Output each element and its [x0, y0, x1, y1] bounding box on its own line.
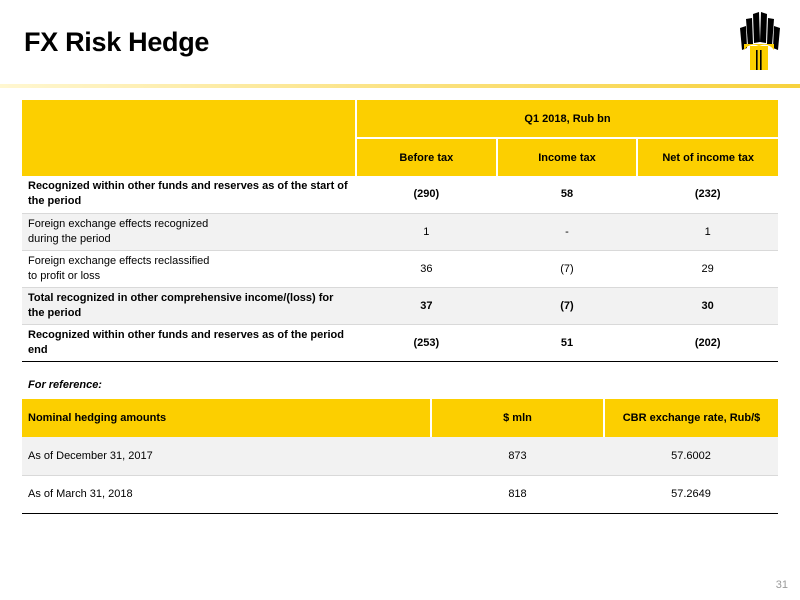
- page-number: 31: [775, 579, 788, 591]
- table-row: [22, 176, 778, 213]
- row-label: As of December 31, 2017: [22, 437, 431, 475]
- column-header-cbr-rate: CBR exchange rate, Rub/$: [604, 399, 778, 437]
- cell-value: 37: [356, 287, 497, 324]
- column-header-before-tax: Before tax: [356, 138, 497, 176]
- row-label: Foreign exchange effects reclassified to profit or loss: [22, 250, 356, 287]
- cell-value: 30: [637, 287, 778, 324]
- company-logo-icon: [734, 6, 784, 72]
- reference-label: For reference:: [28, 379, 102, 391]
- cell-value: 1: [356, 213, 497, 250]
- page-title: FX Risk Hedge: [24, 27, 210, 57]
- cell-value: (7): [497, 287, 638, 324]
- cell-value: (7): [497, 250, 638, 287]
- cell-value: (253): [356, 324, 497, 361]
- cell-value: 57.2649: [604, 475, 778, 513]
- row-label: As of March 31, 2018: [22, 475, 431, 513]
- cell-value: 873: [431, 437, 604, 475]
- row-label: Foreign exchange effects recognized during the period: [22, 213, 356, 250]
- header-divider: [0, 84, 800, 88]
- table-row: [22, 213, 778, 250]
- cell-value: -: [497, 213, 638, 250]
- table-row: [22, 437, 778, 475]
- column-header-usd-mln: $ mln: [431, 399, 604, 437]
- cell-value: 29: [637, 250, 778, 287]
- cell-value: (232): [637, 176, 778, 213]
- column-header-nominal-hedging: Nominal hedging amounts: [22, 399, 431, 437]
- table-row: [22, 287, 778, 324]
- table-row: [22, 250, 778, 287]
- row-label: Recognized within other funds and reserves as of the start of the period: [22, 176, 356, 213]
- column-header-income-tax: Income tax: [497, 138, 638, 176]
- cell-value: (290): [356, 176, 497, 213]
- column-header-net-of-income-tax: Net of income tax: [637, 138, 778, 176]
- cell-value: 1: [637, 213, 778, 250]
- cell-value: 57.6002: [604, 437, 778, 475]
- header-blank-cell: [22, 100, 356, 176]
- period-header: Q1 2018, Rub bn: [356, 100, 778, 138]
- cell-value: 818: [431, 475, 604, 513]
- cell-value: 58: [497, 176, 638, 213]
- fx-hedge-table: [22, 100, 778, 362]
- row-label: Recognized within other funds and reserves as of the period end: [22, 324, 356, 361]
- table-row: [22, 324, 778, 361]
- cell-value: 36: [356, 250, 497, 287]
- cell-value: (202): [637, 324, 778, 361]
- row-label: Total recognized in other comprehensive income/(loss) for the period: [22, 287, 356, 324]
- cell-value: 51: [497, 324, 638, 361]
- table-row: [22, 475, 778, 513]
- hedging-amounts-table: [22, 399, 778, 514]
